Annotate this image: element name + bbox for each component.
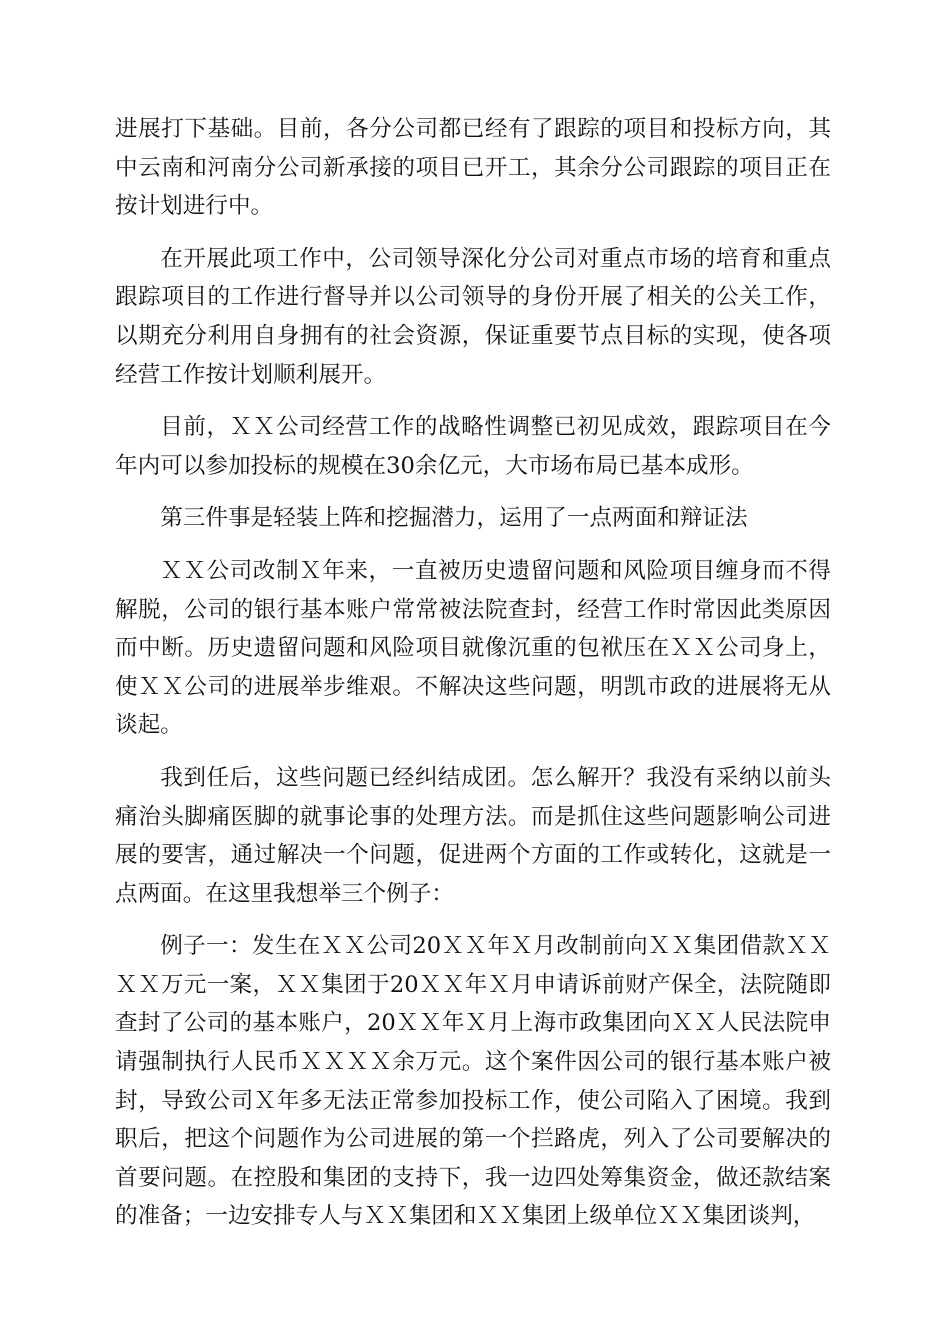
paragraph: 我到任后，这些问题已经纠结成团。怎么解开？我没有采纳以前头痛治头脚痛医脚的就事论事的处理方法。而是抓住这些问题影响公司进展的要害，通过解决一个问题，促进两个方面的工作或转化，这就是一点两面。在这里我想举三个例子： xyxy=(115,764,831,907)
paragraph: ＸＸ公司改制Ｘ年来，一直被历史遗留问题和风险项目缠身而不得解脱，公司的银行基本账户常常被法院查封，经营工作时常因此类原因而中断。历史遗留问题和风险项目就像沉重的包袱压在ＸＸ公司身上，使ＸＸ公司的进展举步维艰。不解决这些问题，明凯市政的进展将无从谈起。 xyxy=(115,557,831,739)
document-body xyxy=(115,110,831,1236)
paragraph: 在开展此项工作中，公司领导深化分公司对重点市场的培育和重点跟踪项目的工作进行督导并以公司领导的身份开展了相关的公关工作，以期充分利用自身拥有的社会资源，保证重要节点目标的实现，使各项经营工作按计划顺利展开。 xyxy=(115,245,831,388)
paragraph: 进展打下基础。目前，各分公司都已经有了跟踪的项目和投标方向，其中云南和河南分公司新承接的项目已开工，其余分公司跟踪的项目正在按计划进行中。 xyxy=(115,116,831,220)
paragraph: 例子一：发生在ＸＸ公司20ＸＸ年Ｘ月改制前向ＸＸ集团借款ＸＸＸＸ万元一案，ＸＸ集团于20ＸＸ年Ｘ月申请诉前财产保全，法院随即查封了公司的基本账户，20ＸＸ年Ｘ月上海市政集团向ＸＸ人民法院申请强制执行人民币ＸＸＸＸ余万元。这个案件因公司的银行基本账户被封，导致公司Ｘ年多无法正常参加投标工作，使公司陷入了困境。我到职后，把这个问题作为公司进展的第一个拦路虎，列入了公司要解决的首要问题。在控股和集团的支持下，我一边四处筹集资金，做还款结案的准备；一边安排专人与ＸＸ集团和ＸＸ集团上级单位ＸＸ集团谈判， xyxy=(115,933,831,1230)
section-heading: 第三件事是轻装上阵和挖掘潜力，运用了一点两面和辩证法 xyxy=(160,505,748,532)
paragraph: 目前，ＸＸ公司经营工作的战略性调整已初见成效，跟踪项目在今年内可以参加投标的规模在30余亿元，大市场布局已基本成形。 xyxy=(115,414,831,479)
